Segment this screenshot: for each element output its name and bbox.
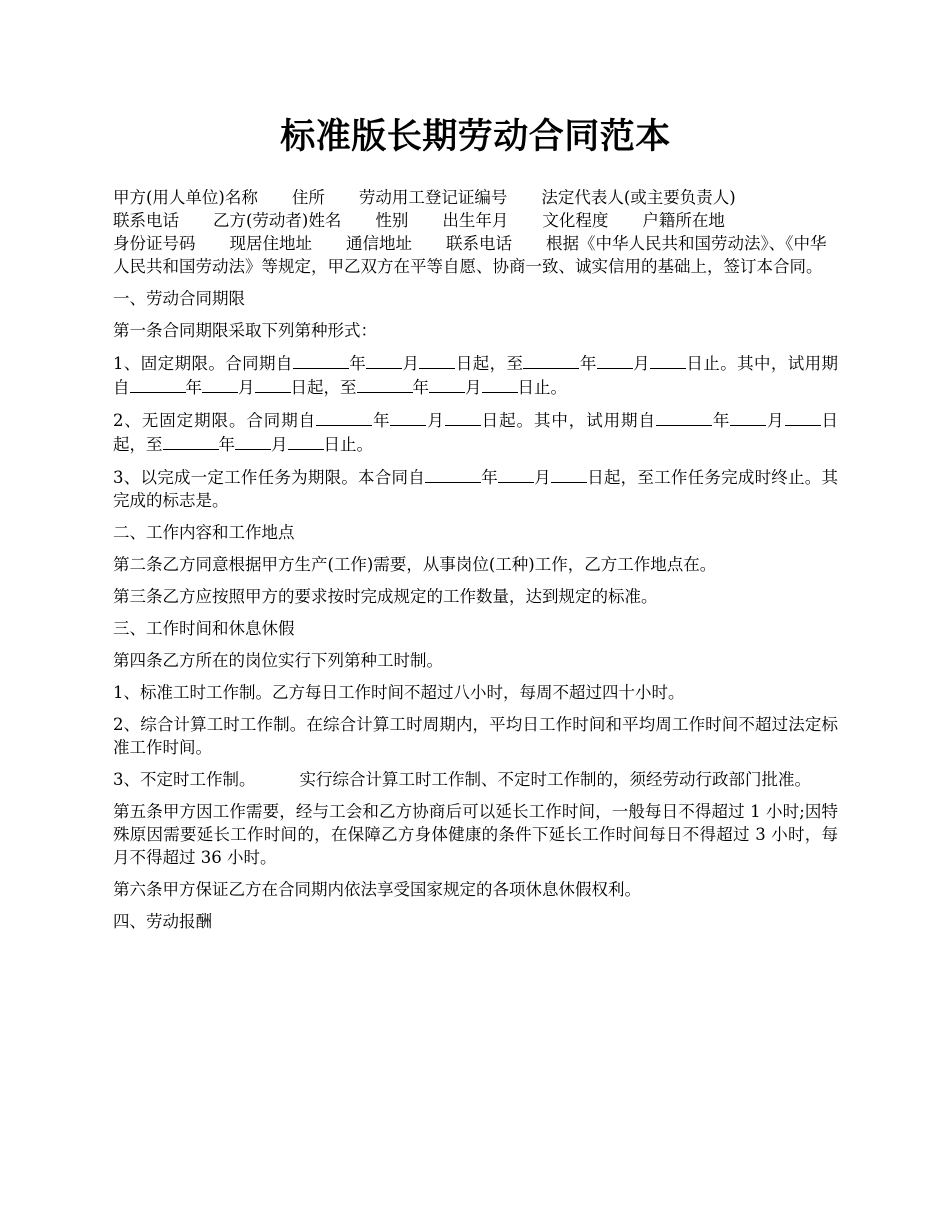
blank-field[interactable] bbox=[650, 351, 686, 369]
work-hours-standard: 1、标准工时工作制。乙方每日工作时间不超过八小时，每周不超过四十小时。 bbox=[113, 683, 685, 702]
field-address: 住所 bbox=[291, 188, 325, 207]
blank-field[interactable] bbox=[523, 351, 579, 369]
field-party-b-name: 乙方(劳动者)姓名 bbox=[213, 211, 342, 230]
blank-field[interactable] bbox=[429, 375, 465, 393]
field-current-address: 现居住地址 bbox=[229, 234, 312, 253]
blank-field[interactable] bbox=[316, 408, 372, 426]
blank-field[interactable] bbox=[730, 408, 766, 426]
blank-field[interactable] bbox=[425, 465, 481, 483]
blank-field[interactable] bbox=[288, 432, 324, 450]
blank-field[interactable] bbox=[293, 351, 349, 369]
section-heading-1: 一、劳动合同期限 bbox=[113, 289, 245, 308]
blank-field[interactable] bbox=[235, 432, 271, 450]
term-open-ended: 2、无固定期限。合同期自 年 月 日起。其中，试用期自 年 月 日起，至 年 月 日止。 bbox=[113, 408, 838, 456]
blank-field[interactable] bbox=[597, 351, 633, 369]
field-phone-b: 联系电话 bbox=[446, 234, 512, 253]
field-legal-representative: 法定代表人(或主要负责人) bbox=[541, 188, 736, 207]
article-6: 第六条甲方保证乙方在合同期内依法享受国家规定的各项休息休假权利。 bbox=[113, 880, 641, 899]
work-hours-flexible: 3、不定时工作制。 实行综合计算工时工作制、不定时工作制的，须经劳动行政部门批准。 bbox=[113, 770, 811, 789]
blank-field[interactable] bbox=[390, 408, 426, 426]
blank-field[interactable] bbox=[445, 408, 481, 426]
blank-field[interactable] bbox=[357, 375, 413, 393]
work-hours-comprehensive: 2、综合计算工时工作制。在综合计算工时周期内，平均日工作时间和平均周工作时间不超过法定标准工作时间。 bbox=[113, 715, 838, 757]
blank-field[interactable] bbox=[366, 351, 402, 369]
blank-field[interactable] bbox=[202, 375, 238, 393]
blank-field[interactable] bbox=[498, 465, 534, 483]
blank-field[interactable] bbox=[255, 375, 291, 393]
blank-field[interactable] bbox=[785, 408, 821, 426]
article-4: 第四条乙方所在的岗位实行下列第种工时制。 bbox=[113, 651, 443, 670]
field-party-a-name: 甲方(用人单位)名称 bbox=[113, 188, 258, 207]
section-heading-2: 二、工作内容和工作地点 bbox=[113, 523, 295, 542]
field-birth-date: 出生年月 bbox=[442, 211, 509, 230]
blank-field[interactable] bbox=[551, 465, 587, 483]
article-3: 第三条乙方应按照甲方的要求按时完成规定的工作数量，达到规定的标准。 bbox=[113, 587, 658, 606]
term-fixed: 1、固定期限。合同期自 年 月 日起，至 年 月 日止。其中，试用期自 年 月 日起，至 年 月 日止。 bbox=[113, 351, 838, 399]
blank-field[interactable] bbox=[163, 432, 219, 450]
blank-field[interactable] bbox=[130, 375, 186, 393]
document-title: 标准版长期劳动合同范本 bbox=[280, 116, 671, 157]
section-heading-3: 三、工作时间和休息休假 bbox=[113, 619, 295, 638]
document-page bbox=[113, 112, 838, 942]
field-gender: 性别 bbox=[375, 211, 409, 230]
intro-paragraph bbox=[113, 186, 838, 278]
field-mailing-address: 通信地址 bbox=[346, 234, 412, 253]
section-heading-4: 四、劳动报酬 bbox=[113, 912, 212, 931]
blank-field[interactable] bbox=[482, 375, 518, 393]
intro-text: 根据《中华人民共和国劳动法》、《中华人民共和国劳动法》等规定，甲乙双方在平等自愿、协商一致、诚实信用的基础上，签订本合同。 bbox=[113, 234, 827, 276]
field-id-number: 身份证号码 bbox=[113, 234, 196, 253]
field-registration-number: 劳动用工登记证编号 bbox=[358, 188, 508, 207]
blank-field[interactable] bbox=[419, 351, 455, 369]
blank-field[interactable] bbox=[656, 408, 712, 426]
article-2: 第二条乙方同意根据甲方生产(工作)需要，从事岗位(工种)工作，乙方工作地点在。 bbox=[113, 555, 717, 574]
term-task-based: 3、以完成一定工作任务为期限。本合同自 年 月 日起，至工作任务完成时终止。其完成的标志是。 bbox=[113, 465, 838, 512]
field-phone-a: 联系电话 bbox=[113, 211, 179, 230]
field-education: 文化程度 bbox=[542, 211, 609, 230]
article-1: 第一条合同期限采取下列第种形式： bbox=[113, 321, 377, 340]
article-5: 第五条甲方因工作需要，经与工会和乙方协商后可以延长工作时间，一般每日不得超过 1 小时;因特殊原因需要延长工作时间的，在保障乙方身体健康的条件下延长工作时间每日不得超过 3 小时，每月不得超过 36 小时。 bbox=[113, 802, 838, 867]
field-household-registration: 户籍所在地 bbox=[642, 211, 725, 230]
